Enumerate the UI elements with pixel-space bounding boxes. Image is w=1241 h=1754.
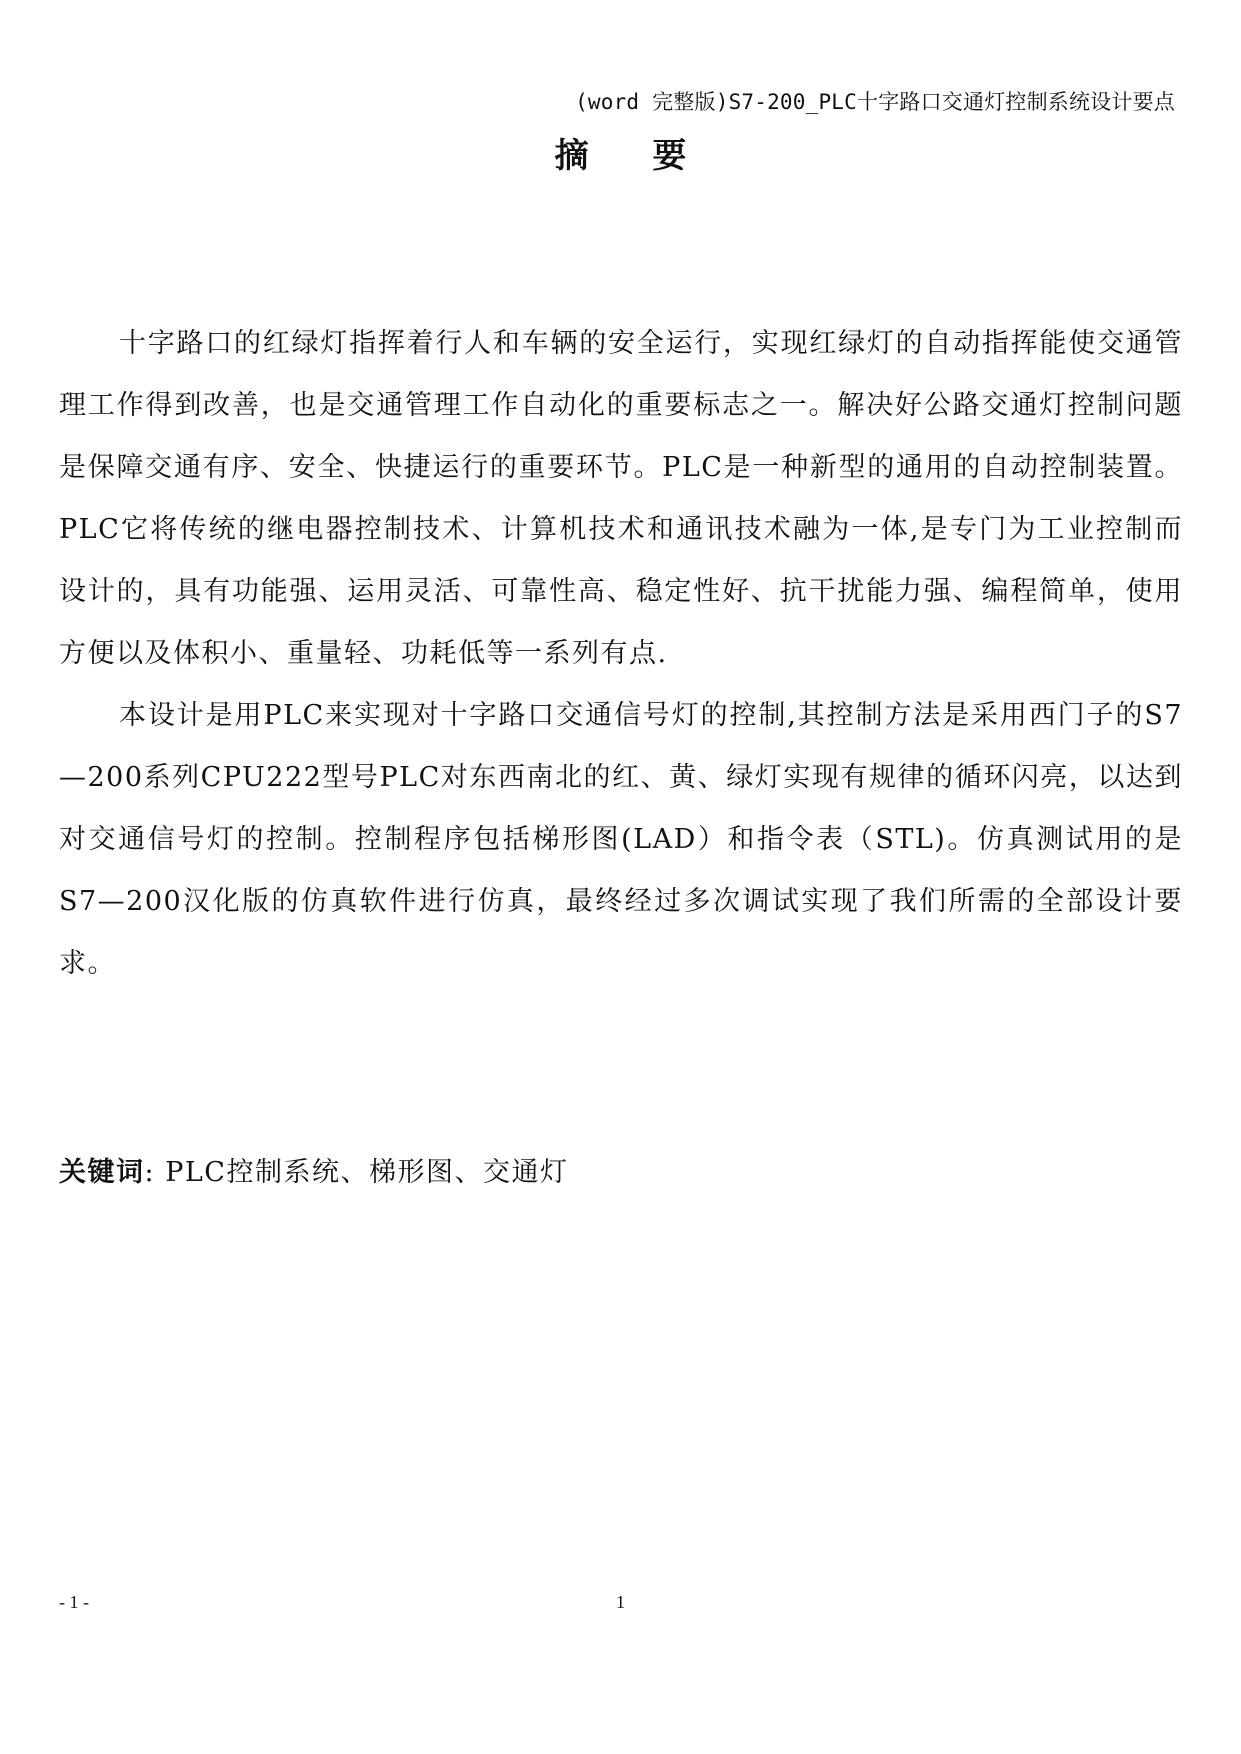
footer-page-marker: - 1 - (59, 1592, 89, 1612)
abstract-body (59, 313, 1183, 995)
keywords-label: 关键词 (59, 1157, 145, 1188)
abstract-paragraph-2: 本设计是用PLC来实现对十字路口交通信号灯的控制,其控制方法是采用西门子的S7—200系列CPU222型号PLC对东西南北的红、黄、绿灯实现有规律的循环闪亮，以达到对交通信号灯的控制。控制程序包括梯形图(LAD）和指令表（STL)。仿真测试用的是S7—200汉化版的仿真软件进行仿真，最终经过多次调试实现了我们所需的全部设计要求。 (59, 700, 1183, 979)
keywords-text: PLC控制系统、梯形图、交通灯 (165, 1157, 569, 1188)
page-title: 摘 要 (554, 136, 713, 176)
keywords-line (59, 1150, 568, 1189)
running-header: (word 完整版)S7-200_PLC十字路口交通灯控制系统设计要点 (575, 90, 1175, 114)
keywords-separator: : (144, 1157, 156, 1188)
abstract-paragraph-1: 十字路口的红绿灯指挥着行人和车辆的安全运行，实现红绿灯的自动指挥能使交通管理工作得到改善，也是交通管理工作自动化的重要标志之一。解决好公路交通灯控制问题是保障交通有序、安全、快捷运行的重要环节。PLC是一种新型的通用的自动控制装置。PLC它将传统的继电器控制技术、计算机技术和通讯技术融为一体,是专门为工业控制而设计的，具有功能强、运用灵活、可靠性高、稳定性好、抗干扰能力强、编程简单，使用方便以及体积小、重量轻、功耗低等一系列有点. (59, 328, 1183, 669)
footer-page-number: 1 (616, 1592, 625, 1612)
